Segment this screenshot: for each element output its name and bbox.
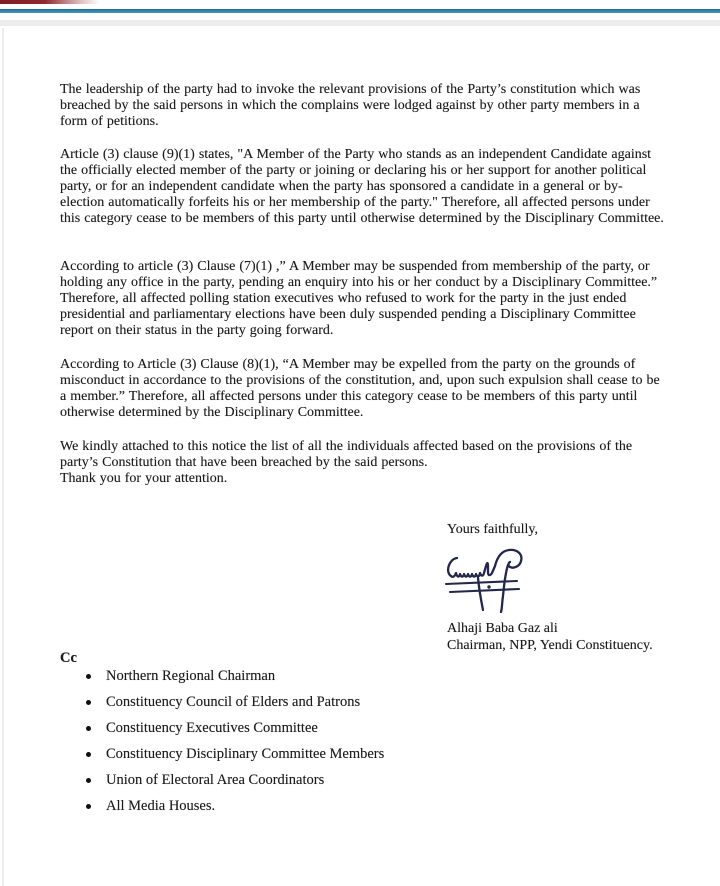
- bullet-icon: [86, 726, 91, 731]
- paragraph-invoke-provisions: The leadership of the party had to invoke the relevant provisions of the Party’s constitution which was breached by the said persons in which the complains were lodged against by other party members in a form of petitions.: [60, 82, 641, 129]
- paragraph-clause-7-1: According to article (3) Clause (7)(1) ,” A Member may be suspended from membership of the party, or holding any office in the party, pending an enquiry into his or her conduct by a Disciplinary Committee.” Therefore, all affected polling station executives who refused to work for the party in the just ended presidential and parliamentary elections have been duly suspended pending a Disciplinary Committee report on their status in the party going forward.: [60, 259, 658, 338]
- bullet-icon: [86, 752, 91, 757]
- bullet-icon: [86, 700, 91, 705]
- cc-label: Cc: [60, 650, 77, 666]
- cc-item: [86, 798, 506, 815]
- cc-list: [86, 668, 506, 824]
- top-teal-rule: [0, 9, 720, 13]
- bullet-icon: [86, 778, 91, 783]
- signatory-title: Chairman, NPP, Yendi Constituency.: [447, 638, 653, 653]
- header-gray-band: [0, 20, 720, 26]
- closing-block: [447, 521, 687, 654]
- bullet-icon: [86, 674, 91, 679]
- paragraph-attachment-note: [60, 439, 666, 487]
- paragraph-article-9-1: Article (3) clause (9)(1) states, "A Member of the Party who stands as an independent Candidate against the officially elected member of the party or joining or declaring his or her support for another political party, or for an independent candidate when the party has sponsored a candidate in a general or by-election automatically forfeits his or her membership of the party." Therefore, all affected persons under this category cease to be members of this party until otherwise determined by the Disciplinary Committee.: [60, 147, 664, 226]
- cc-item-label: Constituency Disciplinary Committee Members: [106, 746, 385, 762]
- bullet-icon: [86, 804, 91, 809]
- cc-item-label: All Media Houses.: [106, 798, 216, 814]
- thanks-text: Thank you for your attention.: [60, 471, 228, 486]
- handwritten-signature-icon: [443, 548, 543, 614]
- page-left-edge: [2, 28, 4, 886]
- attachment-note-text: We kindly attached to this notice the list of all the individuals affected based on the provisions of the party’s Constitution that have been breached by the said persons.: [60, 439, 633, 470]
- cc-item: [86, 720, 506, 737]
- top-red-accent-bar: [0, 0, 100, 4]
- cc-item-label: Constituency Council of Elders and Patrons: [106, 694, 361, 710]
- cc-item-label: Northern Regional Chairman: [106, 668, 276, 684]
- cc-item: [86, 772, 506, 789]
- cc-item: [86, 668, 506, 685]
- cc-item: [86, 694, 506, 711]
- signatory-name: Alhaji Baba Gaz ali: [447, 621, 558, 636]
- valediction: Yours faithfully,: [447, 522, 539, 537]
- paragraph-clause-8-1: According to Article (3) Clause (8)(1), “A Member may be expelled from the party on the grounds of misconduct in accordance to the provisions of the constitution, and, upon such expulsion shall cease to be a member.” Therefore, all affected persons under this category cease to be members of this party until otherwise determined by the Disciplinary Committee.: [60, 357, 660, 420]
- cc-item-label: Constituency Executives Committee: [106, 720, 318, 736]
- cc-item: [86, 746, 506, 763]
- cc-item-label: Union of Electoral Area Coordinators: [106, 772, 325, 788]
